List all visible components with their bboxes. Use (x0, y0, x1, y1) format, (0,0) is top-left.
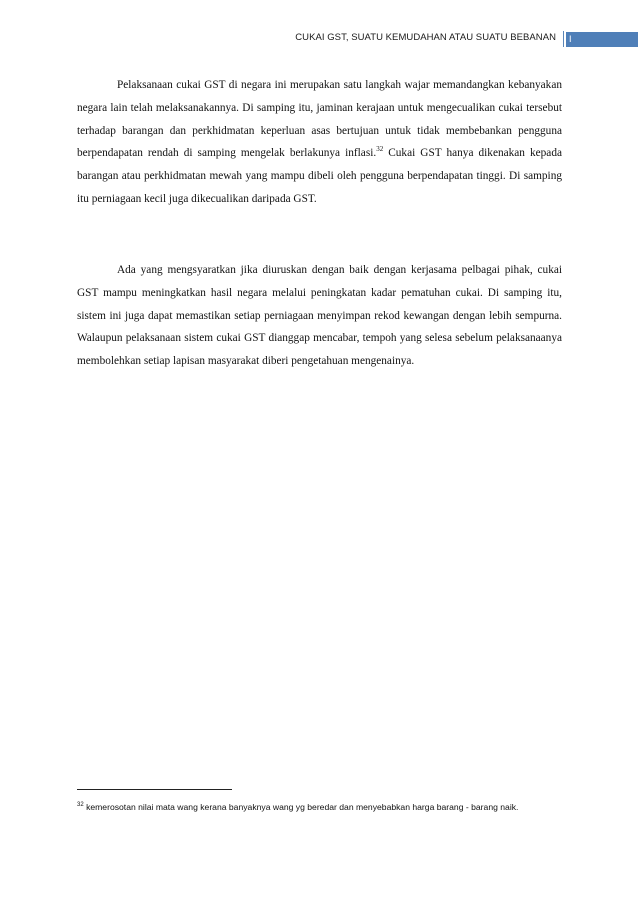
footnote-text: kemerosotan nilai mata wang kerana banyaknya wang yg beredar dan menyebabkan harga barang - barang naik. (83, 802, 519, 812)
paragraph-1 (77, 74, 562, 211)
footnote-number: 32 (77, 802, 84, 809)
footnote-separator (77, 789, 232, 790)
paragraph-2 (77, 259, 562, 373)
page-number: I (569, 34, 572, 44)
footnote (77, 799, 565, 815)
header-title: CUKAI GST, SUATU KEMUDAHAN ATAU SUATU BEBANAN (295, 32, 556, 43)
header-divider (563, 31, 564, 47)
paragraph-2-text: Ada yang mengsyaratkan jika diuruskan dengan baik dengan kerjasama pelbagai pihak, cukai GST mampu meningkatkan hasil negara melalui peningkatan kadar pematuhan cukai. Di samping itu, sistem ini juga dapat memastikan setiap perniagaan menyimpan rekod kewangan dengan lebih sempurna. Walaupun pelaksanaan sistem cukai GST dianggap mencabar, tempoh yang selesa sebelum pelaksanaanya membolehkan setiap lapisan masyarakat diberi pengetahuan mengenainya. (77, 264, 562, 368)
page-header (0, 28, 638, 48)
footnote-reference[interactable]: 32 (376, 145, 384, 154)
paragraph-1-text-a: Pelaksanaan cukai GST di negara ini merupakan satu langkah wajar memandangkan kebanyakan negara lain telah melaksanakannya. Di samping itu, jaminan kerajaan untuk mengecualikan cukai tersebut terhadap barangan dan perkhidmatan keperluan asas bertujuan untuk tidak membebankan pengguna berpendapatan rendah di samping mengelak berlakunya inflasi. (77, 79, 562, 160)
paragraph-1-text-b: Cukai GST hanya dikenakan kepada barangan atau perkhidmatan mewah yang mampu dibeli oleh pengguna berpendapatan tinggi. Di samping itu perniagaan kecil juga dikecualikan daripada GST. (77, 147, 562, 205)
